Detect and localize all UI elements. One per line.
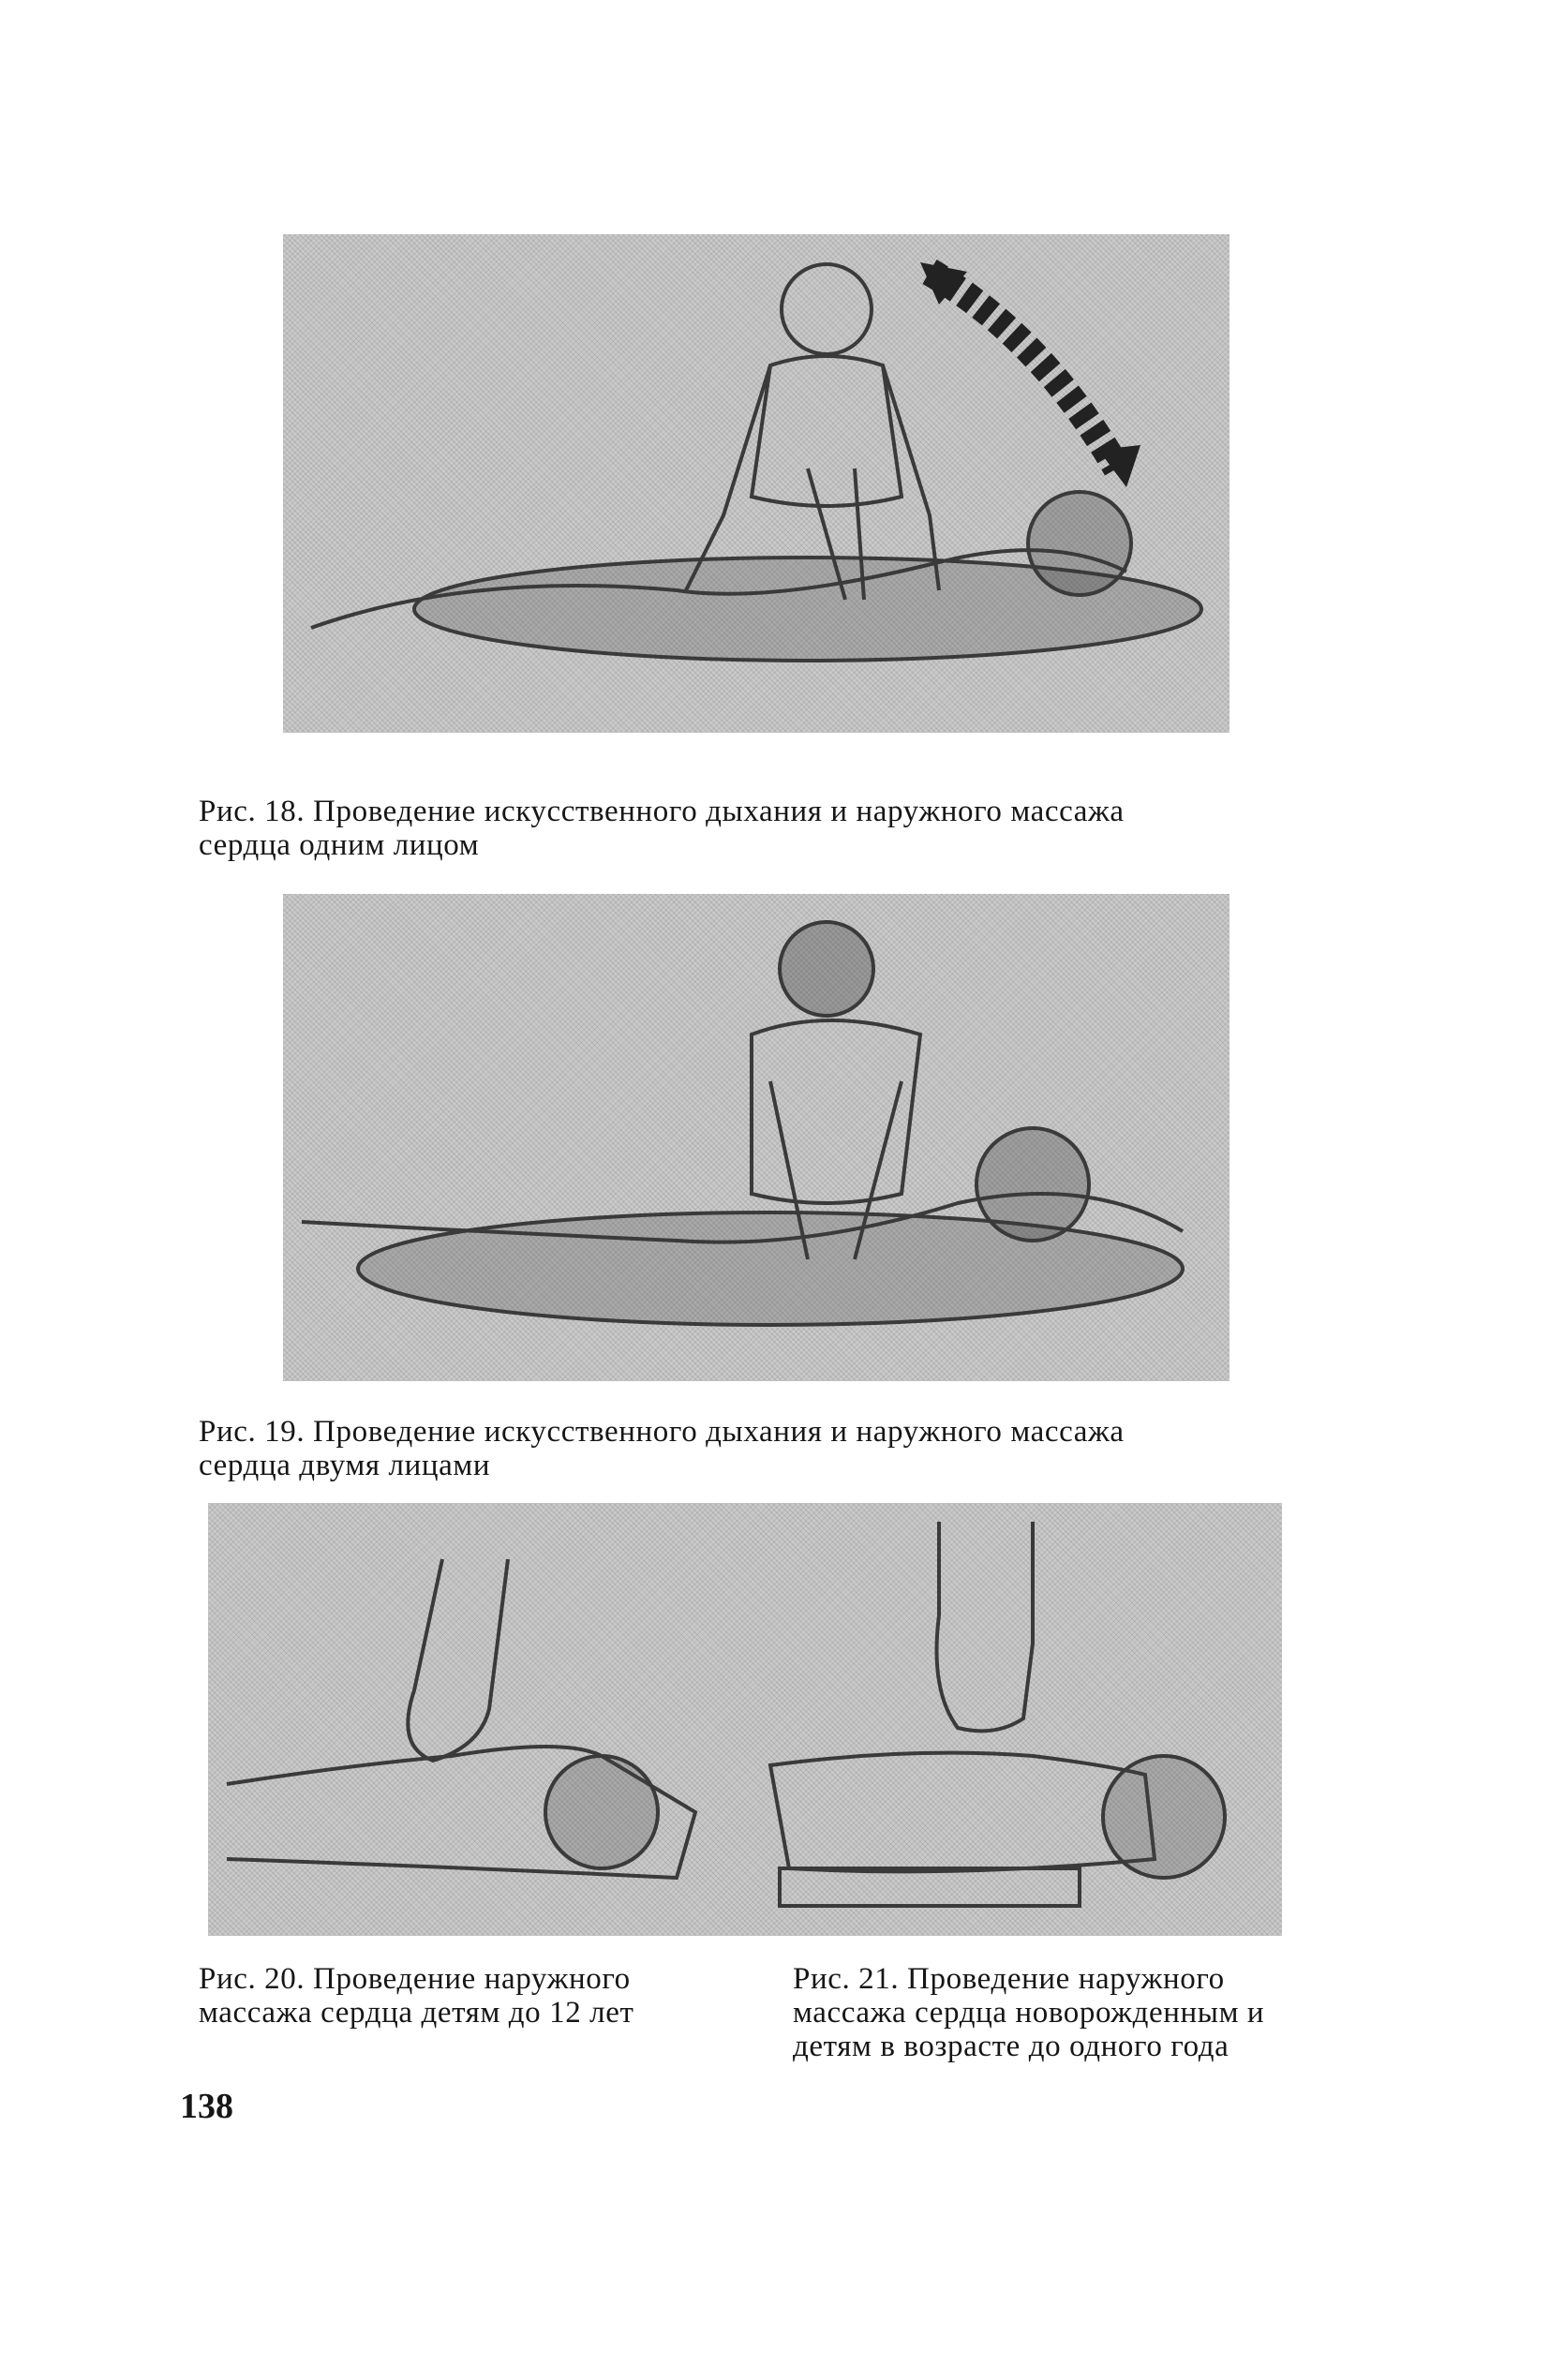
caption-line: Рис. 18. Проведение искусственного дыхания и наружного массажа — [199, 795, 1125, 828]
caption-line: Рис. 20. Проведение наружного — [199, 1962, 631, 1996]
caption-line: массажа сердца детям до 12 лет — [199, 1996, 634, 2030]
caption-line: массажа сердца новорожденным и — [793, 1996, 1265, 2030]
caption-line: сердца одним лицом — [199, 828, 480, 862]
figure-19-illustration — [283, 894, 1230, 1381]
caption-line: Рис. 19. Проведение искусственного дыхания и наружного массажа — [199, 1415, 1125, 1449]
child-and-infant-cpr-drawing — [208, 1503, 1282, 1936]
cpr-one-rescuer-drawing — [283, 234, 1230, 733]
figure-21-caption — [793, 1962, 1264, 2063]
page-number: 138 — [180, 2087, 233, 2126]
figures-20-21-illustration — [208, 1503, 1282, 1936]
caption-line: детям в возрасте до одного года — [793, 2030, 1230, 2063]
caption-line: Рис. 21. Проведение наружного — [793, 1962, 1225, 1996]
figure-18-illustration — [283, 234, 1230, 733]
caption-line: сердца двумя лицами — [199, 1449, 491, 1482]
figure-18-caption — [199, 795, 1125, 862]
figure-19-caption — [199, 1415, 1125, 1482]
cpr-two-rescuers-drawing — [283, 894, 1230, 1381]
figure-20-caption — [199, 1962, 634, 2030]
